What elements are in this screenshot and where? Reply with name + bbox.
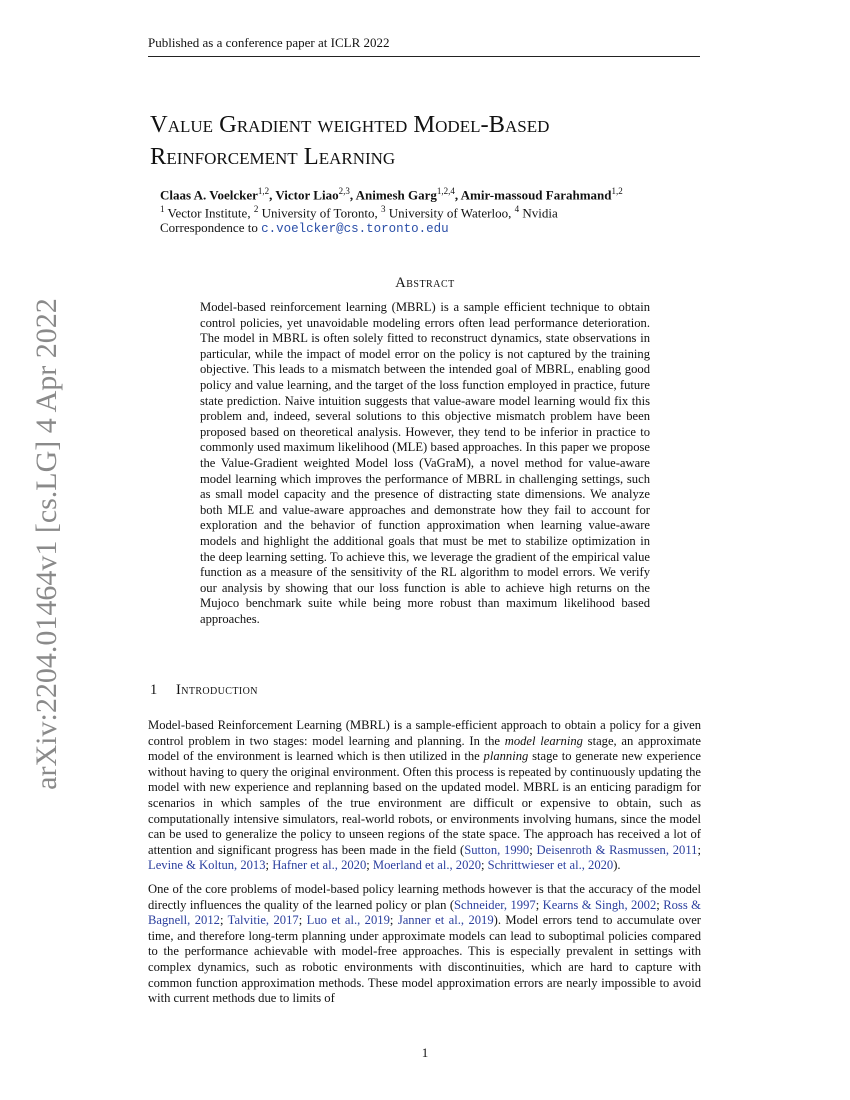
- citation-link[interactable]: Hafner et al., 2020: [272, 858, 367, 873]
- page-number: 1: [421, 1045, 429, 1060]
- section-heading: [150, 682, 258, 699]
- citation-link[interactable]: Luo et al., 2019: [306, 913, 390, 928]
- author-sup: 1,2,4: [436, 186, 455, 196]
- arxiv-stamp: arXiv:2204.01464v1 [cs.LG] 4 Apr 2022: [30, 298, 63, 790]
- author-name: Animesh Garg: [355, 187, 437, 203]
- citation-link[interactable]: Talvitie, 2017: [227, 913, 299, 928]
- affil-name: Nvidia: [522, 205, 558, 221]
- author-name: Amir-massoud Farahmand: [460, 187, 612, 203]
- affil-sup: 4: [514, 204, 520, 214]
- running-header: Published as a conference paper at ICLR 2022: [148, 35, 390, 50]
- citation-link[interactable]: Levine & Koltun, 2013: [148, 858, 266, 873]
- emphasis-text: model learning: [504, 733, 583, 748]
- email-link[interactable]: c.voelcker@cs.toronto.edu: [261, 222, 449, 236]
- section-title: Introduction: [176, 682, 258, 698]
- author-sup: 1,2: [257, 186, 270, 196]
- title-line-1: Value Gradient weighted Model-Based: [150, 111, 550, 138]
- citation-link[interactable]: Deisenroth & Rasmussen, 2011: [536, 842, 698, 857]
- affil-sup: 1: [160, 204, 165, 214]
- paper-title: [150, 109, 549, 173]
- correspondence-label: Correspondence to: [160, 220, 258, 235]
- section-number: 1: [150, 682, 158, 698]
- paragraph: Model-based Reinforcement Learning (MBRL) is a sample-efficient approach to obtain a policy for a given control problem in two stages: model learning and planning. In the model learning stage, an approximate model of the environment is learned which is then utilized in the planning stage to generate new experience without having to query the original environment. Often this process is repeated by continuously updating the model with new experience and replanning based on the updated model. MBRL is an enticing paradigm for scenarios in which samples of the true environment are difficult or expensive to obtain, such as computationally intensive simulators, real-world robots, or environments involving humans, since the model can be used to generalize the policy to unseen regions of the state space. The approach has received a lot of attention and significant progress has been made in the field (Sutton, 1990; Deisenroth & Rasmussen, 2011; Levine & Koltun, 2013; Hafner et al., 2020; Moerland et al., 2020; Schrittwieser et al., 2020).: [148, 718, 702, 873]
- citation-link[interactable]: Kearns & Singh, 2002: [542, 897, 657, 912]
- author-list: Claas A. Voelcker$^{1,2}$, Victor Liao$^{2,3}$, Animesh Garg$^{1,2,4}$, Amir-massoud Farahmand$^{1,2}$: [160, 186, 623, 203]
- affil-sup: 3: [381, 204, 386, 214]
- citation-link[interactable]: Moerland et al., 2020: [372, 858, 481, 873]
- introduction-body: [148, 718, 701, 1015]
- abstract-text: Model-based reinforcement learning (MBRL) is a sample efficient technique to obtain control policies, yet unavoidable modeling errors often lead performance deterioration. The model in MBRL is often solely fitted to reconstruct dynamics, state observations in particular, while the impact of model error on the policy is not captured by the training objective. This leads to a mismatch between the intended goal of MBRL, enabling good policy and value learning, and the target of the loss function employed in practice, future state prediction. Naive intuition suggests that value-aware model learning would fix this problem and, indeed, several solutions to this objective mismatch problem have been proposed based on theoretical analysis. However, they tend to be inferior in practice to commonly used maximum likelihood (MLE) based approaches. In this paper we propose the Value-Gradient weighted Model loss (VaGraM), a novel method for value-aware model learning which improves the performance of MBRL in challenging settings, such as small model capacity and the presence of distracting state dimensions. We analyze both MLE and value-aware approaches and demonstrate how they fail to account for exploration and the behavior of function approximation when learning value-aware models and highlight the additional goals that must be met to stabilize optimization in the deep learning setting. To achieve this, we leverage the gradient of the empirical value function as a measure of the sensitivity of the RL algorithm to model errors. We verify our analysis by showing that our loss function is able to achieve high returns on the Mujoco benchmark suite while being more robust than maximum likelihood based approaches.: [200, 300, 650, 626]
- author-name: Claas A. Voelcker: [160, 187, 258, 203]
- citation-link[interactable]: Janner et al., 2019: [397, 913, 494, 928]
- paragraph: One of the core problems of model-based policy learning methods however is that the accuracy of the model directly influences the quality of the learned policy or plan (Schneider, 1997; Kearns & Singh, 2002; Ross & Bagnell, 2012; Talvitie, 2017; Luo et al., 2019; Janner et al., 2019). Model errors tend to accumulate over time, and therefore long-term planning under approximate models can lead to suboptimal policies compared to the performance achievable with model-free approaches. This is especially prevalent in settings with complex dynamics, such as robotic environments with discontinuities, which are hard to capture with common function approximation methods. These model approximation errors are nearly impossible to avoid with current methods due to limits of: [148, 881, 701, 1006]
- affil-name: University of Toronto: [261, 205, 375, 221]
- affiliations: $^1$ Vector Institute, $^2$ University of Toronto, $^3$ University of Waterloo, $^4$ Nvidia: [160, 204, 558, 221]
- citation-link[interactable]: Ross & Bagnell, 2012: [148, 897, 701, 928]
- header-rule: [148, 56, 700, 57]
- correspondence: [160, 220, 449, 236]
- affil-name: Vector Institute: [167, 205, 248, 221]
- author-name: Victor Liao: [275, 187, 339, 203]
- emphasis-text: planning: [483, 749, 529, 764]
- author-sup: 1,2: [611, 186, 623, 196]
- author-sup: 2,3: [338, 186, 350, 196]
- citation-link[interactable]: Schneider, 1997: [454, 897, 536, 912]
- abstract-heading: Abstract: [395, 275, 455, 291]
- citation-link[interactable]: Sutton, 1990: [464, 842, 530, 857]
- affil-sup: 2: [253, 204, 259, 214]
- title-line-2: Reinforcement Learning: [150, 143, 396, 170]
- citation-link[interactable]: Schrittwieser et al., 2020: [487, 858, 614, 873]
- affil-name: University of Waterloo: [388, 205, 509, 221]
